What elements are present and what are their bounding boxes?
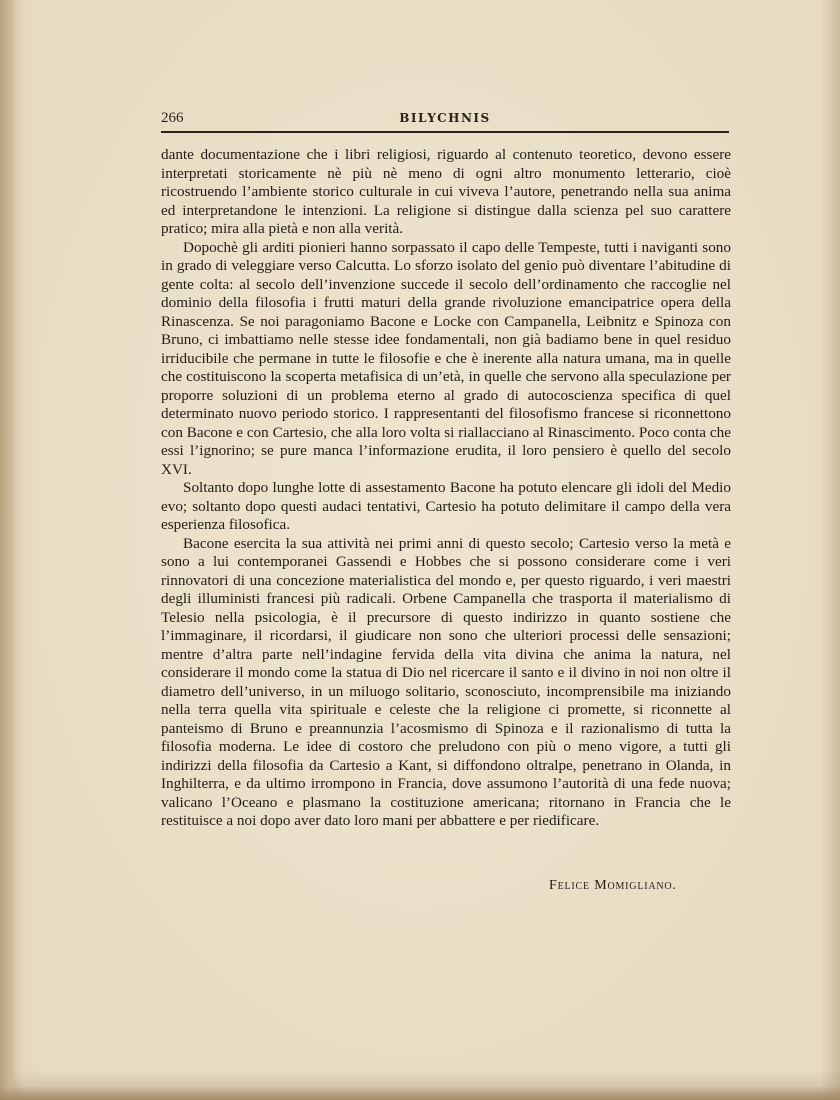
paragraph-continued: dante documentazione che i libri religiosi, riguardo al contenuto teoretico, devono essere interpretati storicamente nè più nè meno di ogni altro monumento letterario, cioè ricostruendo l’ambiente storico culturale in cui viveva l’autore, penetrando nella sua anima ed interpretandone le intenzioni. La religione si distingue dalla scienza pel suo carattere pratico; mira alla pietà e non alla verità. — [161, 146, 731, 237]
article-body — [161, 146, 731, 831]
paragraph: Bacone esercita la sua attività nei primi anni di questo secolo; Cartesio verso la metà e sono a lui contemporanei Gassendi e Hobbes che si possono considerare come i veri rinnovatori di una concezione materialistica del mondo e, per questo riguardo, i veri maestri degli illuministi francesi più radicali. Orbene Campanella che trasporta il materialismo di Telesio nella psicologia, è il precursore di questo indirizzo in quanto sostiene che l’immaginare, il ricordarsi, il giudicare non sono che ulteriori processi delle sensazioni; mentre d’altra parte nell’indagine fervida della vita divina che anima la natura, nel considerare il mondo come la statua di Dio nel ricercare il santo e il divino in noi non oltre il diametro dell’universo, in un miluogo solitario, sconosciuto, incomprensibile ma iniziando nella terra quella vita spirituale e celeste che la religione ci promette, si riconnette al panteismo di Bruno e preannunzia l’acosmismo di Spinoza e il razionalismo di tutta la filosofia moderna. Le idee di costoro che preludono con più o meno vigore, a tutti gli indirizzi della filosofia da Cartesio a Kant, si diffondono oltralpe, penetrano in Olanda, in Inghilterra, e da ultimo irrompono in Francia, dove assumono l’autorità di una fede nuova; valicano l’Oceano e plasmano la costituzione americana; ritornano in Francia che le restituisce a noi dopo aver dato loro mani per abbattere e per riedificare. — [161, 534, 731, 829]
page-binding-shadow — [0, 0, 16, 1100]
running-head — [161, 110, 729, 132]
paragraph: Soltanto dopo lunghe lotte di assestamento Bacone ha potuto elencare gli idoli del Medio evo; soltanto dopo questi audaci tentativi, Cartesio ha potuto delimitare il campo della vera esperienza filosofica. — [161, 479, 731, 533]
page-number: 266 — [161, 110, 184, 126]
journal-title: BILYCHNIS — [399, 111, 491, 125]
page-bottom-edge — [0, 1086, 840, 1100]
header-rule — [161, 131, 729, 133]
paragraph: Dopochè gli arditi pionieri hanno sorpassato il capo delle Tempeste, tutti i naviganti sono in grado di veleggiare verso Calcutta. Lo sforzo isolato del genio può diventare l’abitudine di gente colta: al secolo dell’invenzione succede il secolo dell’ordinamento che raccoglie nel dominio della filosofia i frutti maturi della grande rivoluzione emancipatrice opera della Rinascenza. Se noi paragoniamo Bacone e Locke con Campanella, Leibnitz e Spinoza con Bruno, ci imbattiamo nelle stesse idee fondamentali, non già badiamo bene in quel residuo irriducibile che permane in tutte le filosofie e che è inerente alla natura umana, ma in quelle che costituiscono la scoperta metafisica di un’età, in quelle che servono alla speculazione per proporre soluzioni di un problema eterno al grado di autocoscienza specifica di quel determinato nuovo periodo storico. I rappresentanti del filosofismo francese si riconnettono con Bacone e con Cartesio, che alla loro volta si riallacciano al Rinascimento. Poco conta che essi l’ignorino; se pure manca l’informazione erudita, il loro pensiero è quello del secolo XVI. — [161, 238, 731, 478]
author-signature: Felice Momigliano. — [549, 878, 677, 893]
